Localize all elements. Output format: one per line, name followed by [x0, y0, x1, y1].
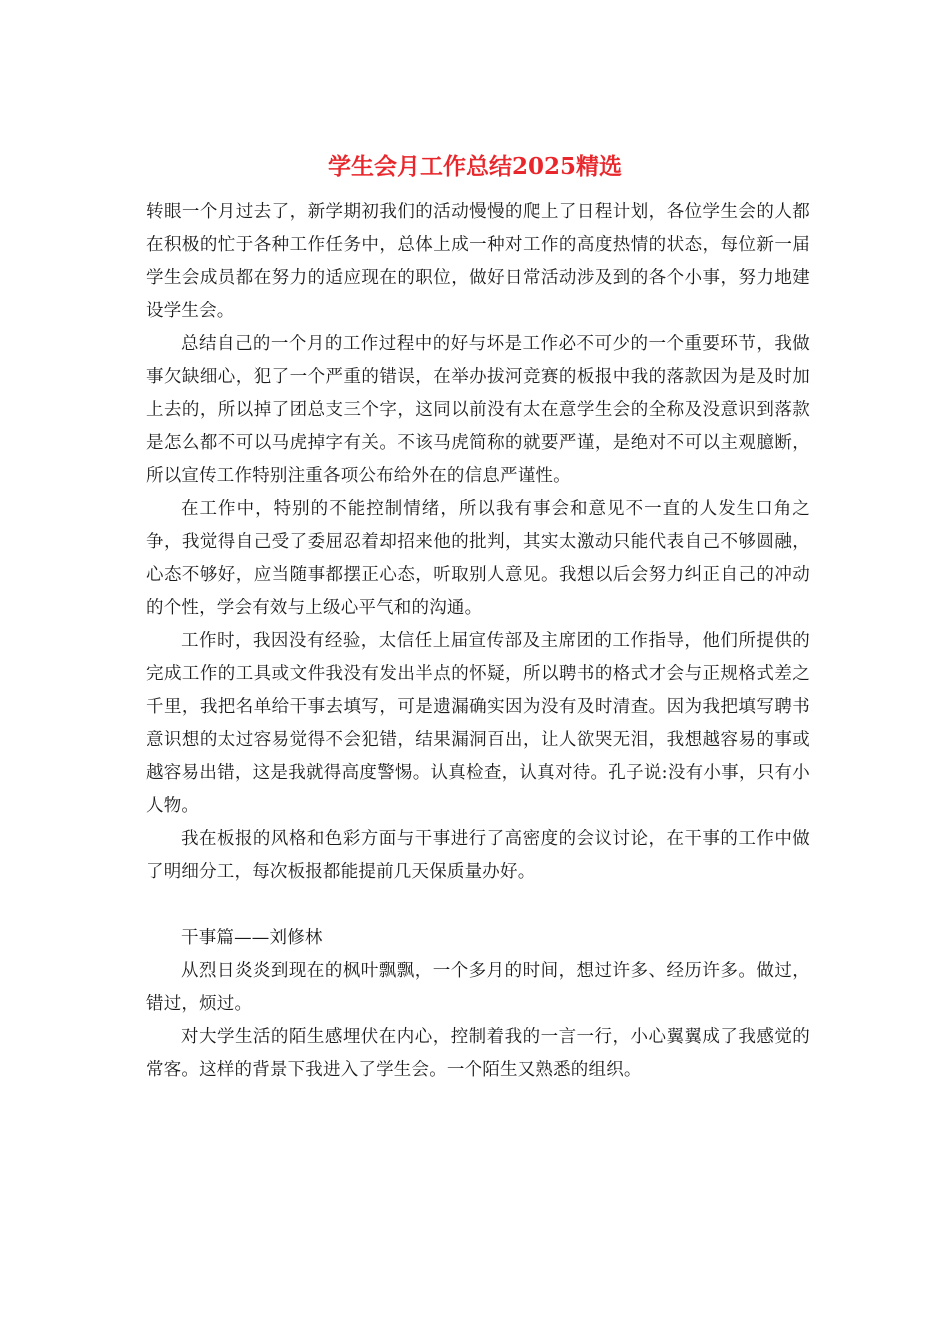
- document-body: [146, 196, 810, 1087]
- document-title: 学生会月工作总结2025精选: [327, 153, 622, 180]
- paragraph-5: 我在板报的风格和色彩方面与干事进行了高密度的会议讨论，在干事的工作中做了明细分工，每次板报都能提前几天保质量办好。: [146, 829, 810, 882]
- section-heading: 干事篇——刘修林: [181, 928, 323, 948]
- paragraph-7: 对大学生活的陌生感埋伏在内心，控制着我的一言一行，小心翼翼成了我感觉的常客。这样的背景下我进入了学生会。一个陌生又熟悉的组织。: [146, 1027, 810, 1080]
- paragraph-2: 总结自己的一个月的工作过程中的好与坏是工作必不可少的一个重要环节，我做事欠缺细心，犯了一个严重的错误，在举办拔河竞赛的板报中我的落款因为是及时加上去的，所以掉了团总支三个字，这同以前没有太在意学生会的全称及没意识到落款是怎么都不可以马虎掉字有关。不该马虎简称的就要严谨，是绝对不可以主观臆断，所以宣传工作特别注重各项公布给外在的信息严谨性。: [146, 334, 810, 486]
- paragraph-6: 从烈日炎炎到现在的枫叶飘飘，一个多月的时间，想过许多、经历许多。做过，错过，烦过。: [146, 961, 810, 1014]
- paragraph-1: 转眼一个月过去了，新学期初我们的活动慢慢的爬上了日程计划，各位学生会的人都在积极的忙于各种工作任务中，总体上成一种对工作的高度热情的状态，每位新一届学生会成员都在努力的适应现在的职位，做好日常活动涉及到的各个小事，努力地建设学生会。: [146, 202, 810, 321]
- paragraph-4: 工作时，我因没有经验，太信任上届宣传部及主席团的工作指导，他们所提供的完成工作的工具或文件我没有发出半点的怀疑，所以聘书的格式才会与正规格式差之千里，我把名单给干事去填写，可是遗漏确实因为没有及时清查。因为我把填写聘书意识想的太过容易觉得不会犯错，结果漏洞百出，让人欲哭无泪，我想越容易的事或越容易出错，这是我就得高度警惕。认真检查，认真对待。孔子说:没有小事，只有小人物。: [146, 631, 810, 816]
- paragraph-3: 在工作中，特别的不能控制情绪，所以我有事会和意见不一直的人发生口角之争，我觉得自己受了委屈忍着却招来他的批判，其实太激动只能代表自己不够圆融，心态不够好，应当随事都摆正心态，听取别人意见。我想以后会努力纠正自己的冲动的个性，学会有效与上级心平气和的沟通。: [146, 499, 810, 618]
